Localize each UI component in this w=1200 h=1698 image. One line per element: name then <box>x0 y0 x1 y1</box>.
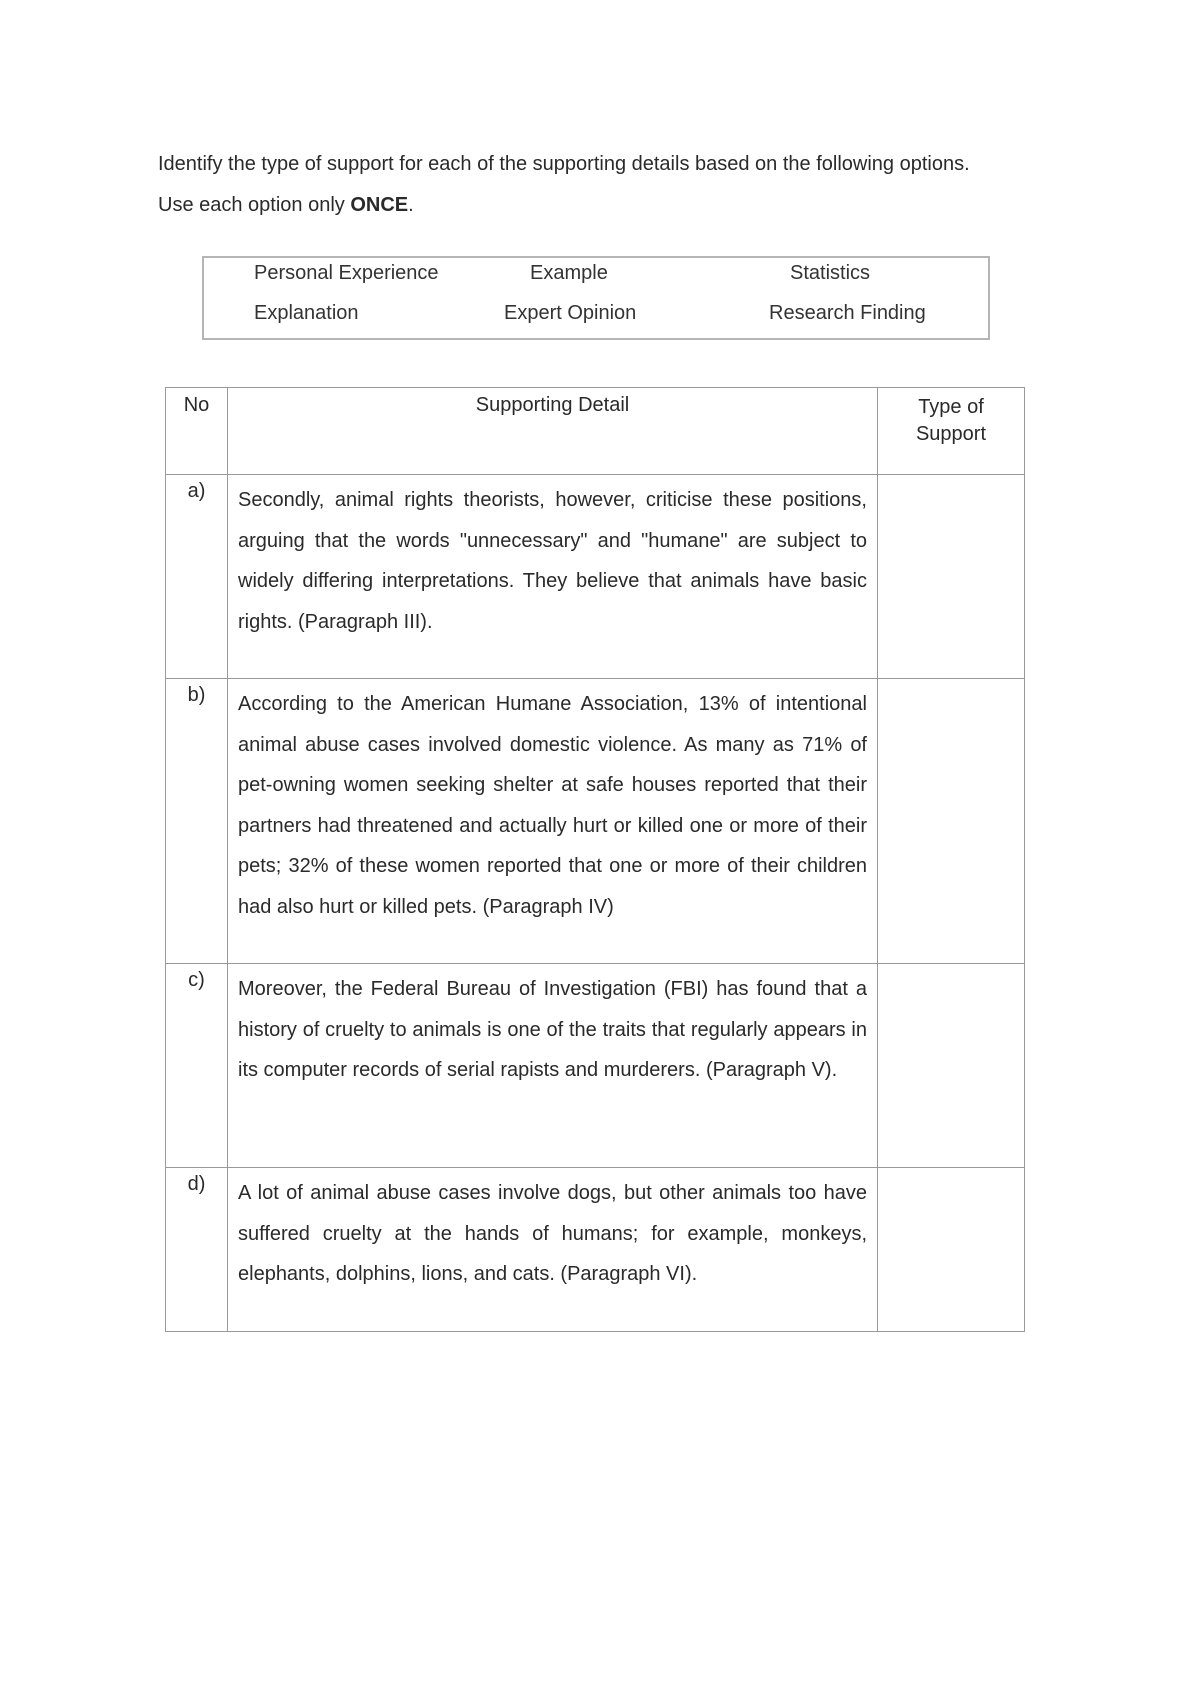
type-of-support-answer[interactable] <box>878 679 1025 964</box>
options-box <box>202 256 990 340</box>
row-label: b) <box>166 679 228 964</box>
instruction-line-2-suffix: . <box>408 194 414 216</box>
header-type-of-support <box>878 388 1025 475</box>
header-type-line-1: Type of <box>918 396 984 418</box>
supporting-details-table <box>165 387 1025 1332</box>
instruction-emphasis: ONCE <box>350 194 409 216</box>
table-row <box>166 679 1025 964</box>
option-example: Example <box>530 262 608 284</box>
option-personal-experience: Personal Experience <box>254 262 439 284</box>
row-label: d) <box>166 1168 228 1332</box>
header-no: No <box>166 388 228 475</box>
row-label: c) <box>166 964 228 1168</box>
supporting-detail-text: According to the American Humane Association, 13% of intentional animal abuse cases involved domestic violence. As many as 71% of pet-owning women seeking shelter at safe houses reported that their partners had threatened and actually hurt or killed one or more of their pets; 32% of these women reported that one or more of their children had also hurt or killed pets. (Paragraph IV) <box>228 679 878 964</box>
type-of-support-answer[interactable] <box>878 964 1025 1168</box>
option-research-finding: Research Finding <box>769 302 926 324</box>
table-row <box>166 475 1025 679</box>
header-supporting-detail: Supporting Detail <box>228 388 878 475</box>
row-label: a) <box>166 475 228 679</box>
supporting-detail-text: Moreover, the Federal Bureau of Investigation (FBI) has found that a history of cruelty to animals is one of the traits that regularly appears in its computer records of serial rapists and murderers. (Paragraph V). <box>228 964 878 1168</box>
header-type-line-2: Support <box>915 423 987 445</box>
option-explanation: Explanation <box>254 302 359 324</box>
option-expert-opinion: Expert Opinion <box>504 302 637 324</box>
instructions <box>158 144 1058 226</box>
instruction-line-1: Identify the type of support for each of the supporting details based on the following options. <box>158 153 970 175</box>
instruction-line-2 <box>158 185 1058 226</box>
instruction-line-2-prefix: Use each option only <box>158 194 351 216</box>
option-statistics: Statistics <box>790 262 871 284</box>
table-row <box>166 964 1025 1168</box>
supporting-detail-text: A lot of animal abuse cases involve dogs, but other animals too have suffered cruelty at the hands of humans; for example, monkeys, elephants, dolphins, lions, and cats. (Paragraph VI). <box>228 1168 878 1332</box>
supporting-detail-text: Secondly, animal rights theorists, however, criticise these positions, arguing that the words "unnecessary" and "humane" are subject to widely differing interpretations. They believe that animals have basic rights. (Paragraph III). <box>228 475 878 679</box>
type-of-support-answer[interactable] <box>878 1168 1025 1332</box>
type-of-support-answer[interactable] <box>878 475 1025 679</box>
table-header-row <box>166 388 1025 475</box>
table-row <box>166 1168 1025 1332</box>
